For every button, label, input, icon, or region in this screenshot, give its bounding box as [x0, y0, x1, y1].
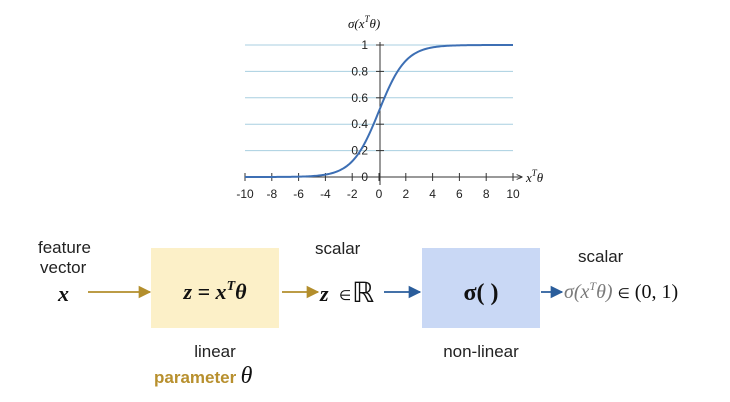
x-tick-label: -2 [346, 187, 358, 201]
x-tick-label: -8 [266, 187, 278, 201]
y-tick-label: 0.4 [351, 117, 368, 132]
x-tick-label: 10 [506, 187, 520, 201]
x-tick-label: -4 [320, 187, 331, 201]
parameter-caption: parameter θ [154, 363, 253, 389]
feature-label: feature [38, 238, 91, 257]
x-tick-label: 0 [375, 187, 383, 201]
sigmoid-chart [236, 14, 543, 201]
sigma-function: σ( ) [463, 280, 499, 306]
y-tick-label: 0.2 [351, 143, 368, 158]
real-numbers-symbol: ℝ [352, 278, 375, 309]
x-tick-label: -6 [293, 187, 304, 201]
linear-caption: linear [194, 342, 236, 361]
scalar-label-2: scalar [578, 247, 624, 266]
scalar-label-1: scalar [315, 239, 361, 258]
x-tick-label: 8 [482, 187, 490, 201]
pipeline-diagram [38, 238, 678, 389]
linear-equation: $z = x^T\theta$ [183, 279, 247, 304]
input-x: x [58, 281, 69, 306]
y-tick-label: 0.6 [351, 90, 368, 105]
sigmoid-curve [245, 45, 513, 177]
x-axis-label: $x^T\theta$ [526, 168, 544, 185]
y-axis-label: $\sigma(x^T\theta)$ [348, 14, 381, 31]
y-tick-label: 0.8 [351, 64, 368, 79]
x-tick-label: 4 [429, 187, 436, 201]
z-variable: z [320, 281, 329, 306]
x-tick-label: -10 [236, 187, 254, 201]
vector-label: vector [40, 258, 87, 277]
output-expression: $\sigma(x^T\theta)$ ∈ (0, 1) [564, 279, 679, 303]
x-tick-label: 6 [456, 187, 463, 201]
x-tick-label: 2 [402, 187, 410, 201]
y-tick-label: 0 [361, 170, 368, 184]
element-of-symbol: ∈ [339, 289, 352, 304]
nonlinear-caption: non-linear [443, 342, 519, 361]
y-tick-label: 1 [361, 38, 368, 52]
